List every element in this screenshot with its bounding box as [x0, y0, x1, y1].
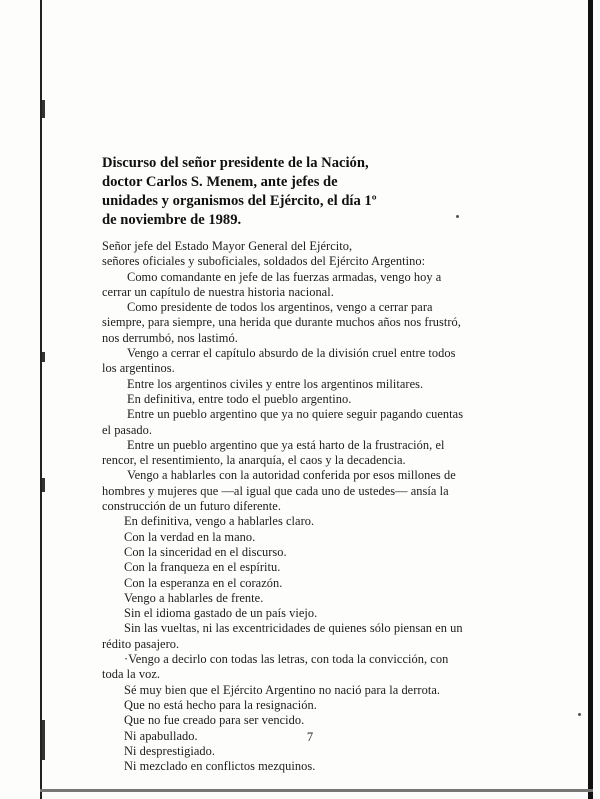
scan-speck — [456, 215, 459, 218]
body-line: Vengo a hablarles de frente. — [124, 590, 264, 605]
body-line: Con la esperanza en el corazón. — [124, 575, 283, 590]
scan-artifact — [42, 478, 45, 492]
body-line: Ni apabullado. — [124, 728, 198, 743]
body-line: Con la sinceridad en el discurso. — [124, 544, 287, 559]
body-line: rédito pasajero. — [102, 636, 180, 651]
heading-line: de noviembre de 1989. — [102, 212, 242, 228]
scan-artifact — [42, 352, 45, 362]
body-line: hombres y mujeres que —al igual que cada uno de ustedes— ansía la — [102, 483, 449, 498]
body-line: Como comandante en jefe de las fuerzas armadas, vengo hoy a — [127, 269, 442, 284]
heading-line: Discurso del señor presidente de la Nación, — [102, 155, 369, 171]
body-line: nos derrumbó, nos lastimó. — [102, 330, 238, 345]
page-number: 7 — [306, 730, 314, 744]
page-bottom-edge — [40, 789, 593, 792]
body-line: Entre un pueblo argentino que ya está harto de la frustración, el — [127, 437, 445, 452]
body-line: Ni mezclado en conflictos mezquinos. — [124, 759, 316, 774]
body-line: Sé muy bien que el Ejército Argentino no nació para la derrota. — [124, 682, 441, 697]
body-line: Que no está hecho para la resignación. — [124, 697, 317, 712]
body-line: Sin las vueltas, ni las excentricidades de quienes sólo piensan en un — [124, 621, 463, 636]
body-line: Con la franqueza en el espíritu. — [124, 560, 281, 575]
page-right-edge — [588, 0, 593, 799]
speech-body — [102, 239, 522, 774]
body-line: el pasado. — [102, 422, 153, 437]
body-line: Como presidente de todos los argentinos, vengo a cerrar para — [127, 300, 433, 315]
speech-heading — [102, 154, 432, 230]
heading-line: unidades y organismos del Ejército, el día 1º — [102, 193, 377, 209]
body-line: Vengo a cerrar el capítulo absurdo de la división cruel entre todos — [127, 346, 456, 361]
body-line: construcción de un futuro diferente. — [102, 499, 281, 514]
body-line: Ni desprestigiado. — [124, 743, 216, 758]
body-line: En definitiva, entre todo el pueblo argentino. — [127, 391, 352, 406]
heading-line: doctor Carlos S. Menem, ante jefes de — [102, 174, 338, 190]
body-line: Vengo a hablarles con la autoridad conferida por esos millones de — [127, 468, 456, 483]
body-line: Entre un pueblo argentino que ya no quiere seguir pagando cuentas — [127, 407, 464, 422]
scan-speck — [578, 713, 581, 716]
body-line: ·Vengo a decirlo con todas las letras, con toda la convicción, con — [124, 652, 449, 667]
scan-artifact — [42, 100, 45, 118]
body-line: Señor jefe del Estado Mayor General del Ejército, — [102, 239, 353, 253]
body-line: cerrar un capítulo de nuestra historia nacional. — [102, 284, 334, 299]
body-line: rencor, el resentimiento, la anarquía, el caos y la decadencia. — [102, 453, 406, 468]
body-line: señores oficiales y suboficiales, soldados del Ejército Argentino: — [102, 254, 426, 269]
body-line: Que no fue creado para ser vencido. — [124, 713, 305, 728]
body-line: Entre los argentinos civiles y entre los argentinos militares. — [127, 376, 424, 391]
body-line: En definitiva, vengo a hablarles claro. — [124, 514, 315, 529]
page-left-edge — [40, 0, 42, 799]
body-line: los argentinos. — [102, 361, 175, 376]
body-line: siempre, para siempre, una herida que durante muchos años nos frustró, — [102, 315, 461, 330]
body-line: toda la voz. — [102, 667, 161, 682]
scan-artifact — [42, 720, 45, 760]
body-line: Sin el idioma gastado de un país viejo. — [124, 606, 318, 621]
body-line: Con la verdad en la mano. — [124, 529, 256, 544]
